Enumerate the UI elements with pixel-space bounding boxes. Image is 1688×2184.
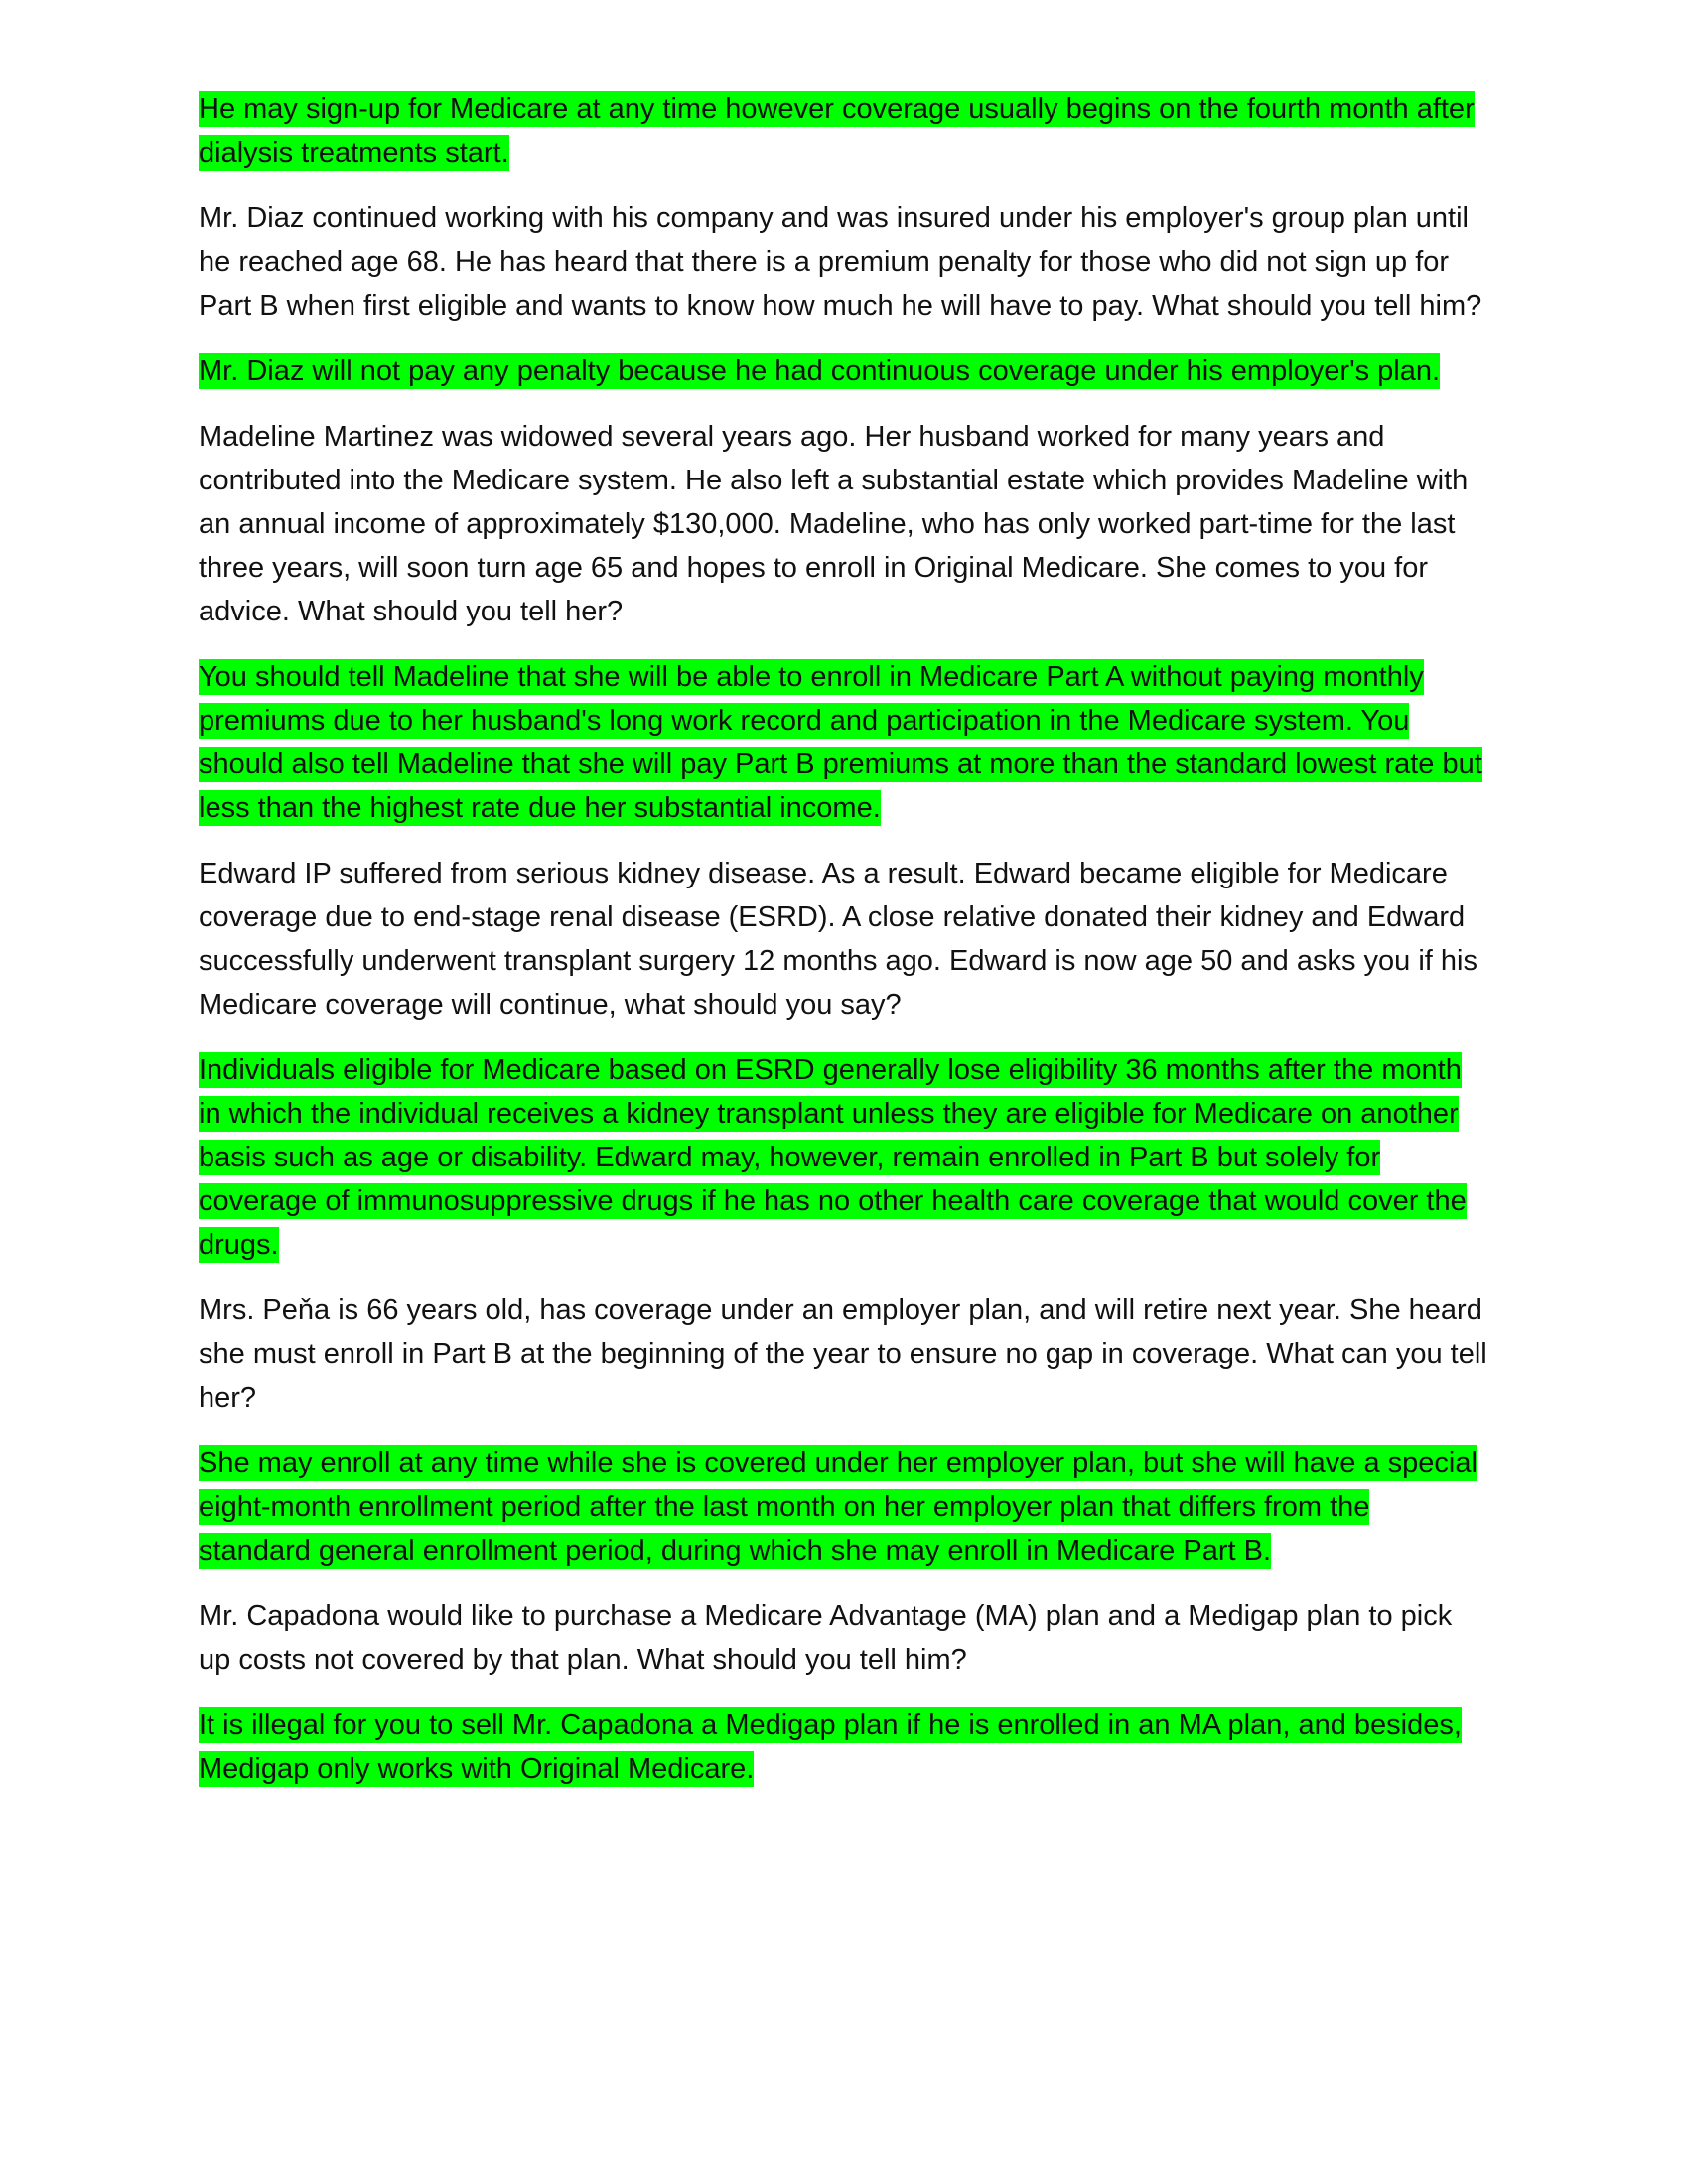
highlighted-answer-text: Individuals eligible for Medicare based on ESRD generally lose eligibility 36 months after the month in which the individual receives a kidney transplant unless they are eligible for Medicare on another basis such as age or disability. Edward may, however, remain enrolled in Part B but solely for coverage of immunosuppressive drugs if he has no other health care coverage that would cover the drugs. bbox=[199, 1054, 1467, 1261]
document-page bbox=[199, 87, 1489, 1813]
answer-paragraph bbox=[199, 1048, 1489, 1267]
question-paragraph: Mr. Capadona would like to purchase a Medicare Advantage (MA) plan and a Medigap plan to pick up costs not covered by that plan. What should you tell him? bbox=[199, 1600, 1453, 1676]
question-paragraph: Mrs. Peňa is 66 years old, has coverage under an employer plan, and will retire next year. She heard she must enroll in Part B at the beginning of the year to ensure no gap in coverage. What can you tell her? bbox=[199, 1295, 1487, 1414]
question-paragraph: Madeline Martinez was widowed several years ago. Her husband worked for many years and contributed into the Medicare system. He also left a substantial estate which provides Madeline with an annual income of approximately $130,000. Madeline, who has only worked part-time for the last three years, will soon turn age 65 and hopes to enroll in Original Medicare. She comes to you for advice. What should you tell her? bbox=[199, 421, 1469, 627]
highlighted-answer-text: She may enroll at any time while she is covered under her employer plan, but she will have a special eight-month enrollment period after the last month on her employer plan that differs from the standard general enrollment period, during which she may enroll in Medicare Part B. bbox=[199, 1447, 1477, 1567]
highlighted-answer-text: You should tell Madeline that she will be able to enroll in Medicare Part A without paying monthly premiums due to her husband's long work record and participation in the Medicare system. You should also tell Madeline that she will pay Part B premiums at more than the standard lowest rate but less than the highest rate due her substantial income. bbox=[199, 661, 1482, 824]
question-paragraph: Edward IP suffered from serious kidney disease. As a result. Edward became eligible for Medicare coverage due to end-stage renal disease (ESRD). A close relative donated their kidney and Edward successfully underwent transplant surgery 12 months ago. Edward is now age 50 and asks you if his Medicare coverage will continue, what should you say? bbox=[199, 858, 1477, 1021]
answer-paragraph bbox=[199, 1704, 1489, 1791]
highlighted-answer-text: Mr. Diaz will not pay any penalty because he had continuous coverage under his employer's plan. bbox=[199, 355, 1441, 387]
answer-paragraph bbox=[199, 655, 1489, 830]
answer-paragraph bbox=[199, 87, 1489, 175]
answer-paragraph bbox=[199, 1441, 1489, 1572]
question-paragraph: Mr. Diaz continued working with his company and was insured under his employer's group plan until he reached age 68. He has heard that there is a premium penalty for those who did not sign up for Part B when first eligible and wants to know how much he will have to pay. What should you tell him? bbox=[199, 203, 1482, 322]
answer-paragraph bbox=[199, 349, 1489, 393]
highlighted-answer-text: He may sign-up for Medicare at any time however coverage usually begins on the fourth month after dialysis treatments start. bbox=[199, 93, 1475, 169]
highlighted-answer-text: It is illegal for you to sell Mr. Capadona a Medigap plan if he is enrolled in an MA plan, and besides, Medigap only works with Original Medicare. bbox=[199, 1709, 1462, 1785]
